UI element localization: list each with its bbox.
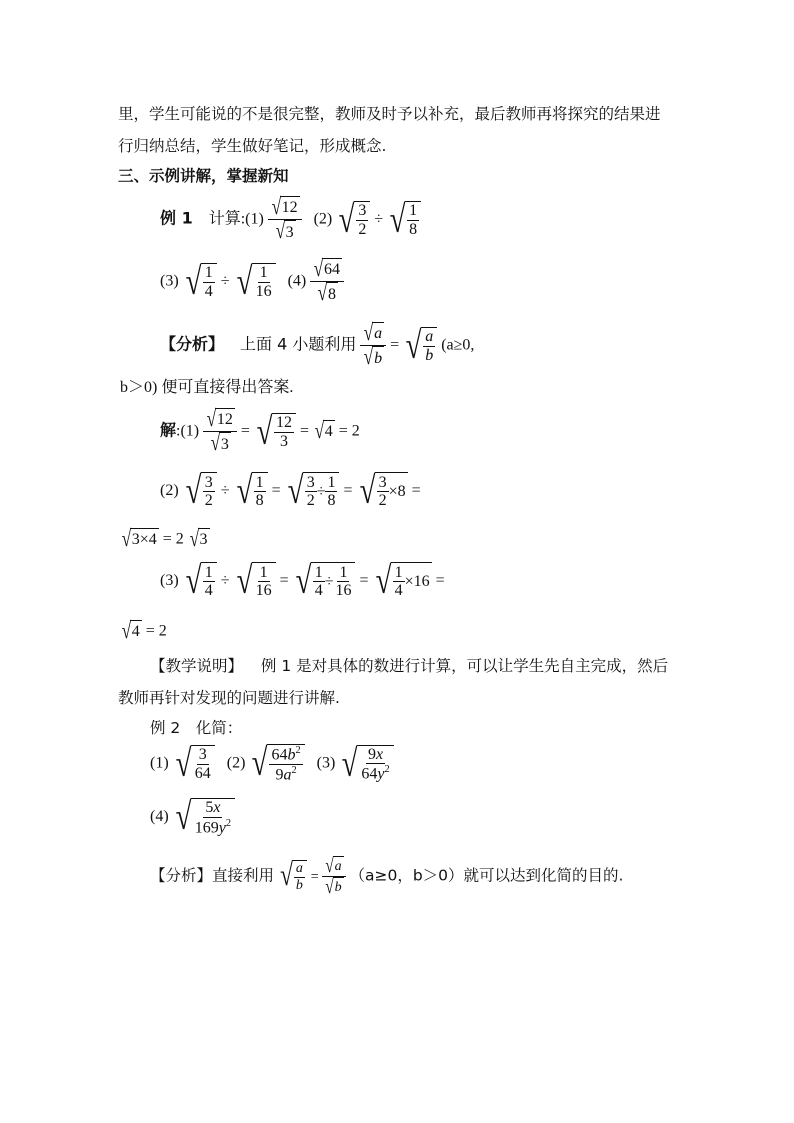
example-1-row-1: 例 1 计算:(1) √ 12 √ 3 (2) √ $\frac{3}{2}$ ÷ √ $\frac{1}{8}$	[160, 196, 421, 243]
solution-label: 解	[160, 420, 177, 440]
section-heading: 三、示例讲解，掌握新知	[118, 167, 289, 185]
example-2-row-1: (1) √ $\frac{3}{64}$ (2) √ $\frac{64b^2}{9a^2}$ (3) √ $\frac{9x}{64y^2}$	[150, 744, 394, 784]
solution-row-2b: √ 3×4 = 2 √ 3	[121, 526, 208, 552]
teaching-note-line-2: 教师再针对发现的问题进行讲解.	[118, 689, 340, 707]
analysis-2-text-1: 直接利用	[212, 866, 275, 885]
analysis-1-line-2: b＞0) 便可直接得出答案.	[120, 379, 294, 396]
solution-row-3b: √ 4 = 2	[121, 618, 167, 644]
analysis-1-label: 【分析】	[160, 334, 225, 354]
example-2-row-2: (4) √ $\frac{5x}{169y^2}$	[150, 798, 235, 837]
example-1-row-2: (3) √ $\frac{1}{4}$ ÷ √ $\frac{1}{16}$ (4) √ 64 √ 8	[160, 258, 344, 305]
teaching-note-line-1	[150, 656, 668, 676]
analysis-1-condition: (a≥0,	[441, 336, 475, 354]
analysis-1-text: 上面 4 小题利用	[240, 334, 357, 354]
math-root: √ $\frac{1}{8}$	[387, 201, 421, 239]
example-1-label: 例 1	[160, 208, 193, 228]
math-fraction: √ 12 √ 3	[268, 196, 302, 243]
example-2-heading: 例 2 化简：	[150, 719, 243, 737]
solution-row-2: (2) √ $\frac{3}{2}$ ÷ √ $\frac{1}{8}$ = √ $\frac{3}{2}$ ÷ $\frac{1}{8}$ = √ $\frac{3}{2}$ ×8 =	[160, 470, 421, 512]
analysis-1-row: 【分析】 上面 4 小题利用 √ a √ b = √ $\frac{a}{b}$ (a≥0,	[160, 320, 475, 371]
teaching-note-label: 【教学说明】	[150, 657, 244, 675]
paragraph-line-1: 里，学生可能说的不是很完整，教师及时予以补充，最后教师再将探究的结果进	[118, 105, 661, 123]
solution-row-1: 解:(1) √ 12 √ 3 = √ $\frac{12}{3}$ = √ 4 = 2	[160, 406, 360, 457]
teaching-note-text-1: 例 1 是对具体的数进行计算，可以让学生先自主完成，然后	[260, 657, 669, 675]
paragraph-line-2: 行归纳总结，学生做好笔记，形成概念.	[118, 137, 387, 155]
example-1-calc-label: 计算	[208, 208, 241, 228]
math-root: √ $\frac{3}{2}$	[336, 201, 370, 239]
analysis-2-label: 【分析】	[150, 866, 213, 885]
analysis-2-text-2: （a≥0，b＞0）就可以达到化简的目的.	[349, 866, 624, 885]
solution-row-3: (3) √ $\frac{1}{4}$ ÷ √ $\frac{1}{16}$ = √ $\frac{1}{4}$ ÷ $\frac{1}{16}$ = √ $\frac{1}{4}$ ×16 =	[160, 560, 445, 602]
analysis-2-row: 【分析】直接利用 √ $\frac{a}{b}$ = √ a √ b （a≥0，b＞0）就可以达到化简的目的.	[150, 855, 624, 899]
